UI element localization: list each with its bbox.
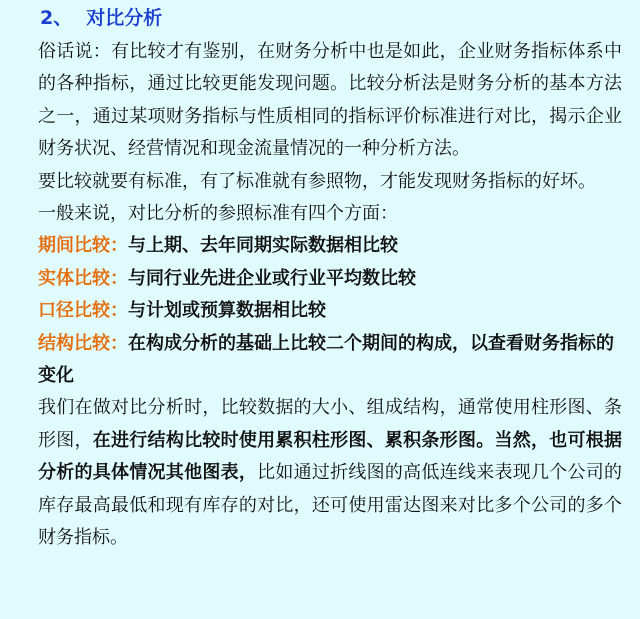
closing-text-bold: 在进行结构比较时使用累积柱形图、累积条形图。当然，也可根据分析的具体情况其他图表， bbox=[38, 429, 623, 484]
section-title: 对比分析 bbox=[86, 7, 163, 29]
closing-text-3: 比如通过折线图的高低连线来表现几个公司的库存最高最低和现有库存的对比，还可使用雷达图来对比多个公司的多个财务指标。 bbox=[38, 462, 623, 549]
criterion-desc: 在构成分析的基础上比较二个期间的构成，以查看财务指标的变化 bbox=[38, 332, 614, 387]
criterion-key: 期间比较： bbox=[38, 235, 128, 257]
criterion-period bbox=[38, 230, 622, 262]
criterion-desc: 与计划或预算数据相比较 bbox=[128, 300, 326, 322]
criterion-desc: 与上期、去年同期实际数据相比较 bbox=[128, 235, 398, 257]
criterion-key: 实体比较： bbox=[38, 267, 128, 289]
criterion-key: 口径比较： bbox=[38, 300, 128, 322]
section-heading bbox=[40, 6, 622, 36]
criterion-structure bbox=[38, 328, 622, 393]
criterion-desc: 与同行业先进企业或行业平均数比较 bbox=[128, 267, 416, 289]
intro-paragraph-1: 俗话说：有比较才有鉴别，在财务分析中也是如此，企业财务指标体系中的各种指标，通过比较更能发现问题。比较分析法是财务分析的基本方法之一，通过某项财务指标与性质相同的指标评价标准进行对比，揭示企业财务状况、经营情况和现金流量情况的一种分析方法。 bbox=[38, 41, 622, 160]
closing-text-1: 我们在做对比分析时，比较数据的大小、组成结构，通常使用柱形图、条形图， bbox=[38, 397, 622, 451]
intro-paragraph-3: 一般来说，对比分析的参照标准有四个方面： bbox=[38, 203, 398, 225]
criterion-key: 结构比较： bbox=[38, 332, 128, 354]
section-number: 2、 bbox=[40, 7, 73, 29]
intro-paragraph-2: 要比较就要有标准，有了标准就有参照物，才能发现财务指标的好坏。 bbox=[38, 170, 596, 192]
criterion-entity bbox=[38, 263, 622, 295]
closing-paragraph bbox=[38, 392, 622, 554]
criterion-scope bbox=[38, 295, 622, 327]
